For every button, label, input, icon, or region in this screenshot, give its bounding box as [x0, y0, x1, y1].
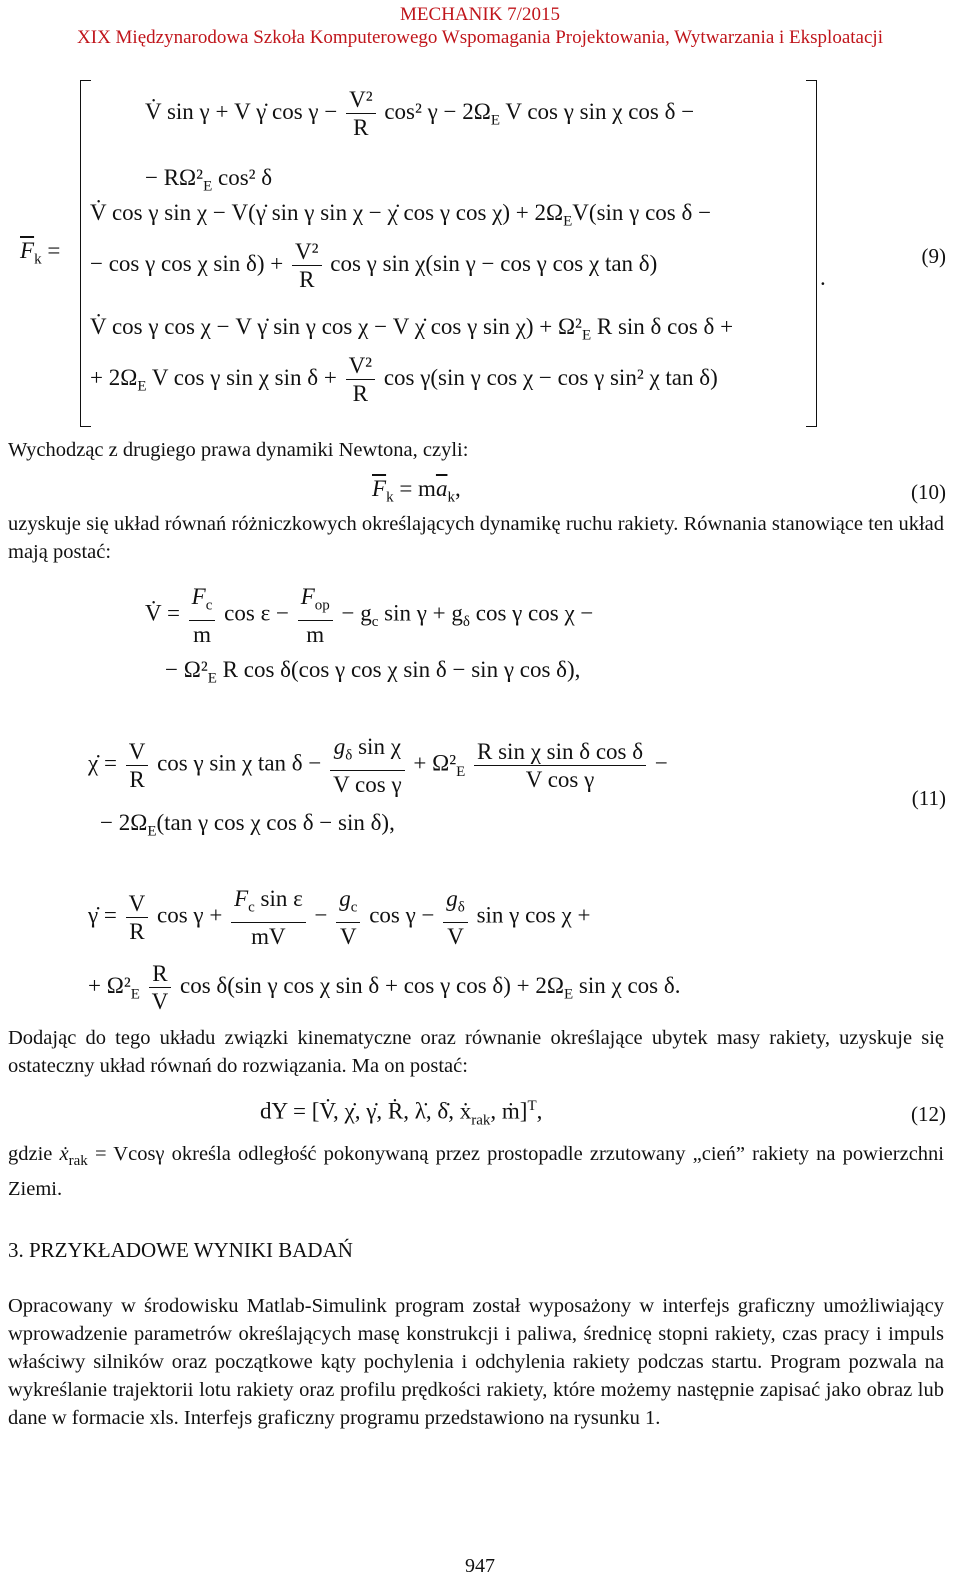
eq9-dot: .	[820, 265, 826, 290]
paragraph-kinematic: Dodając do tego układu związki kinematyczne oraz równanie określające ubytek masy rakiety, uzyskuje się ostateczny układ równań do rozwiązania. Ma on postać:	[8, 1027, 944, 1077]
paragraph-program: Opracowany w środowisku Matlab-Simulink program został wyposażony w interfejs graficzny umożliwiający wprowadzenie parametrów określających masę konstrukcji i paliwa, średnicę stopni rakiety, czas pracy i impuls właściwy silników oraz początkowe kąty pochylenia i odchylenia rakiety podczas startu. Program pozwala na wykreślanie trajektorii lotu rakiety oraz profilu prędkości rakiety, które możemy następnie zapisać jako obraz lub dane w formacie xls. Interfejs graficzny programu przedstawiono na rysunku 1.	[8, 1295, 944, 1429]
paragraph-shadow: gdzie ẋ$_{rak}$ = Vcosγ określa odległość pokonywaną przez prostopadle zrzutowany „cień” rakiety na powierzchni Ziemi.	[8, 1143, 944, 1201]
eq9-row5: V̇ cos γ cos χ − V γ̇ sin γ cos χ − V χ̇ cos γ $\sin \chi) + \Omega^2_E$ R sin δ cos δ +	[90, 314, 734, 344]
eq11-number: (11)	[911, 786, 946, 810]
eq9-row1: V̇ sin γ + V γ̇ cos γ − $\frac{\text{V²}}{R}$ cos² $\gamma - 2\Omega_E$ V cos γ sin χ cos δ −	[145, 87, 695, 140]
eq9-right-bracket	[806, 80, 817, 427]
eq11-gamma-row1: γ̇ = $\frac{V}{R}$ cos γ + $\frac{F_c \sin \varepsilon}{mV}$ − $\frac{g_c}{V}$ cos γ − $\frac{g_\delta}{V}$ sin γ cos χ +	[88, 886, 591, 949]
journal-title: MECHANIK 7/2015	[400, 4, 560, 25]
eq11-v-row2: − $\Omega^2_E$ R cos δ(cos γ cos χ sin δ − sin γ cos δ),	[165, 657, 581, 687]
paragraph-newton: Wychodząc z drugiego prawa dynamiki Newtona, czyli:	[8, 439, 469, 461]
eq9-row6: + $2\Omega_E$ V cos γ sin χ sin δ + $\frac{\text{V²}}{R}$ cos γ(sin γ cos χ − cos γ sin² χ tan δ)	[90, 353, 718, 406]
conference-title: XIX Międzynarodowa Szkoła Komputerowego Wspomagania Projektowania, Wytwarzania i Eksploatacji	[77, 27, 883, 48]
eq10-number: (10)	[911, 480, 946, 504]
eq9-number: (9)	[921, 244, 946, 268]
eq9-lhs: $\overline{F}_k$ =	[20, 238, 61, 268]
eq11-v-row1: V̇ = $\frac{F_c}{m}$ cos ε − $\frac{F_{op}}{m}$ − $g_c$ $\sin \gamma + g_\delta$ cos γ cos χ −	[145, 584, 594, 647]
eq9-row3: V̇ cos γ sin χ − V(γ̇ sin γ sin χ − χ̇ cos γ $\cos \chi) + 2\Omega_EV(\sin$ γ cos δ −	[90, 200, 712, 230]
paragraph-system: uzyskuje się układ równań różniczkowych określających dynamikę ruchu rakiety. Równania stanowiące ten układ mają postać:	[8, 513, 944, 563]
equation-10: $\overline{F}_k = m\overline{a}_k$,	[372, 476, 461, 506]
eq9-row4: − cos γ cos χ sin δ) + $\frac{\text{V²}}{R}$ cos γ sin χ(sin γ − cos γ cos χ tan δ)	[90, 239, 658, 292]
eq12-number: (12)	[911, 1102, 946, 1126]
section-heading: 3. PRZYKŁADOWE WYNIKI BADAŃ	[8, 1238, 353, 1262]
page-number: 947	[465, 1555, 495, 1577]
equation-12: dY = [V̇, χ̇, γ̇, Ṙ, λ̇, δ̇, ẋ$_{rak}$, ṁ]$^T$,	[260, 1098, 543, 1129]
eq11-chi-row1: χ̇ = $\frac{V}{R}$ cos γ sin χ tan δ − $\frac{g_\delta \sin \chi}{\text{V cos γ}}$ + $\Omega^2_E$ $\frac{\text{R sin χ sin δ cos δ}}{\text{V cos γ}}$ −	[88, 734, 668, 797]
eq11-gamma-row2: + $\Omega^2_E$ $\frac{R}{V}$ cos δ(sin γ cos χ sin δ + cos γ $\cos \delta) + 2\Omega_E$ sin χ cos δ.	[88, 961, 681, 1014]
eq9-row2: − $R\Omega^2_E$ cos² δ	[145, 165, 273, 195]
eq11-chi-row2: − $2\Omega_E(\tan$ γ cos χ cos δ − sin δ),	[100, 810, 395, 840]
